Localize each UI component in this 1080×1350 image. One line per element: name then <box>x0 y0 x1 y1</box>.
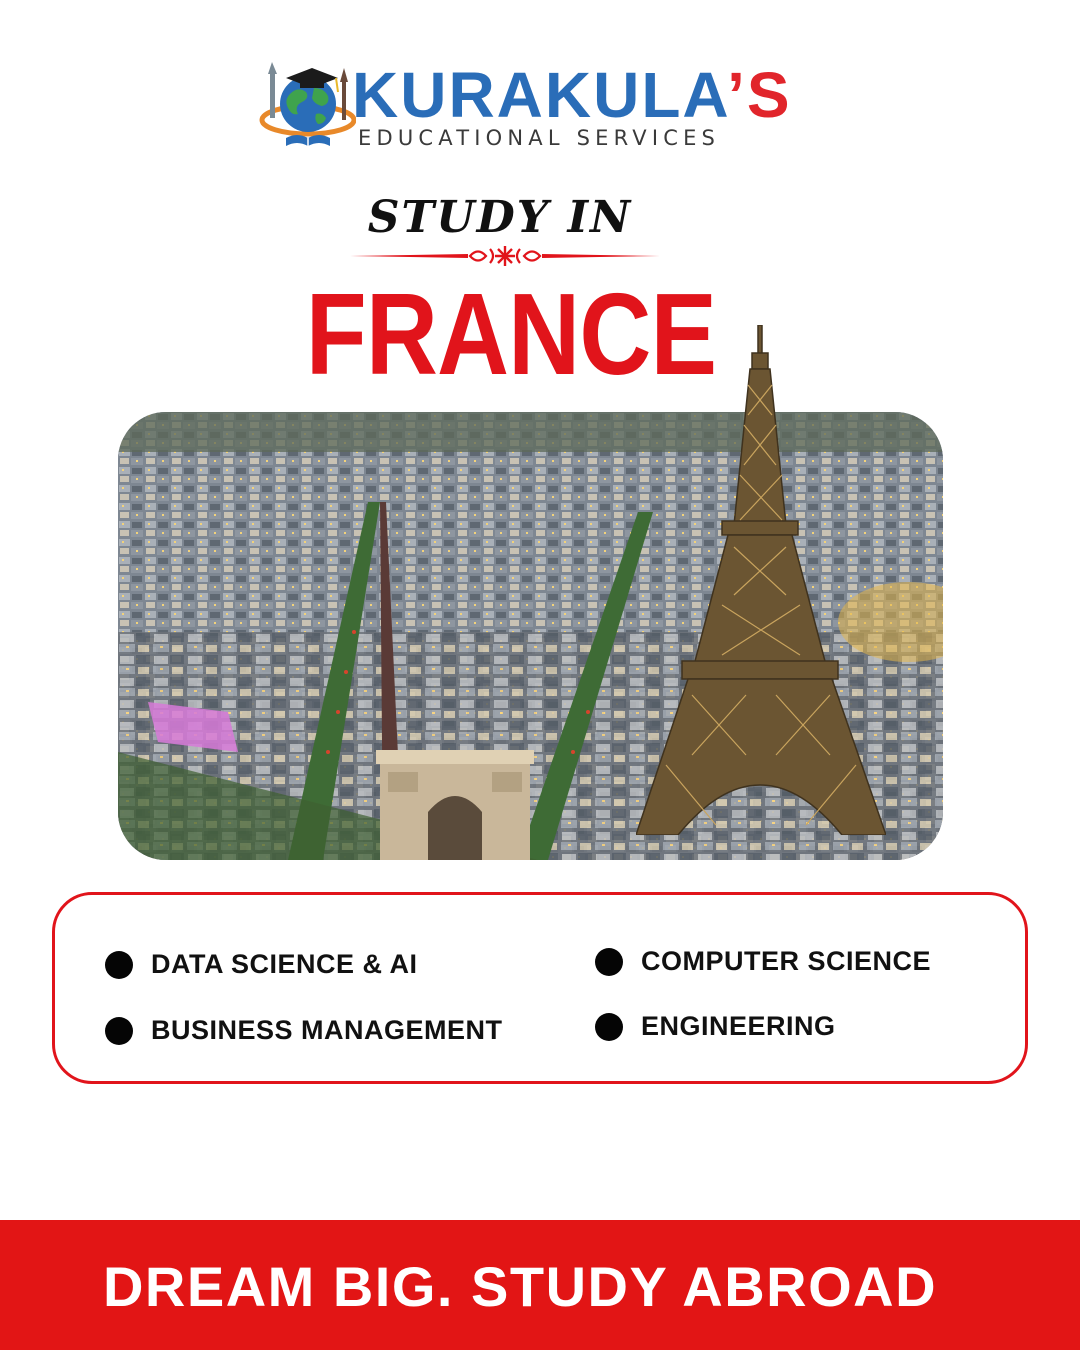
bullet-icon <box>595 1013 623 1041</box>
footer-banner <box>0 1220 1080 1350</box>
headline-intro: STUDY IN <box>367 192 633 243</box>
decorative-flourish <box>350 243 660 269</box>
course-item <box>105 1015 503 1046</box>
bullet-icon <box>105 1017 133 1045</box>
brand-logo <box>256 58 792 154</box>
course-item <box>105 949 418 980</box>
eiffel-tower-illustration <box>636 325 886 835</box>
brand-name-suffix: ’S <box>727 59 792 131</box>
brand-tagline: EDUCATIONAL SERVICES <box>358 126 721 150</box>
course-label: ENGINEERING <box>641 1011 836 1041</box>
course-label: BUSINESS MANAGEMENT <box>151 1015 503 1045</box>
bullet-icon <box>105 951 133 979</box>
footer-slogan: DREAM BIG. STUDY ABROAD <box>102 1255 938 1318</box>
course-label: DATA SCIENCE & AI <box>151 949 418 979</box>
course-item <box>595 1011 836 1042</box>
bullet-icon <box>595 948 623 976</box>
brand-name-main: KURAKULA <box>352 59 728 131</box>
country-title: FRANCE <box>305 269 717 399</box>
globe-graduation-cap-icon <box>256 58 356 150</box>
course-label: COMPUTER SCIENCE <box>641 946 932 976</box>
courses-panel <box>52 892 1028 1084</box>
brand-name <box>352 60 792 130</box>
course-item <box>595 946 931 977</box>
